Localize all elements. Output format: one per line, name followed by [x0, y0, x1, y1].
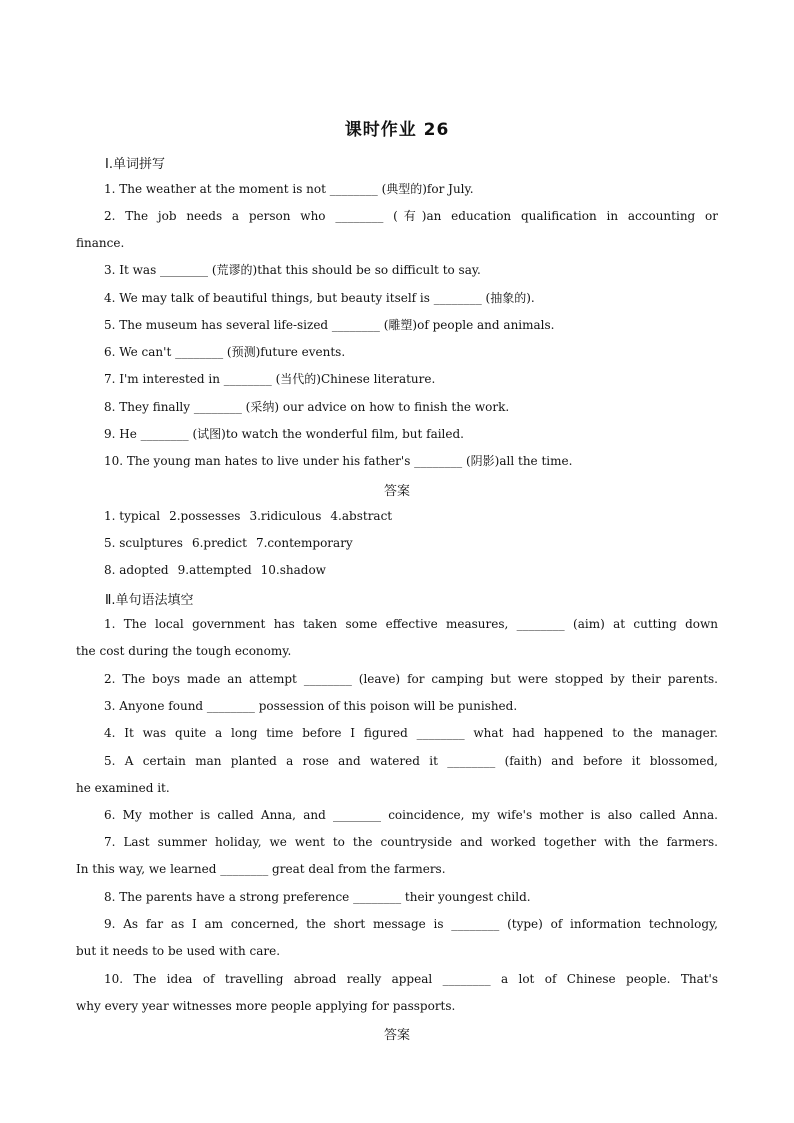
question-item [76, 366, 718, 393]
question-item [76, 666, 718, 693]
answer: 5. sculptures [104, 536, 183, 550]
question-text: 8. They finally ________ (采纳) our advice on how to finish the work. [104, 400, 510, 414]
question-text: 1. The local government has taken some effective measures, ________ (aim) at cutting down [104, 617, 718, 631]
question-item [76, 611, 718, 665]
question-text-continued: he examined it. [76, 781, 170, 796]
answer: 2.possesses [169, 509, 241, 523]
question-item [76, 911, 718, 965]
section2-heading: Ⅱ.单句语法填空 [105, 593, 194, 608]
question-text: 9. As far as I am concerned, the short message is ________ (type) of information technology, [104, 917, 718, 931]
question-text: 4. We may talk of beautiful things, but beauty itself is ________ (抽象的). [104, 291, 535, 305]
question-text: 6. We can't ________ (预测)future events. [104, 345, 346, 359]
question-text: 1. The weather at the moment is not ________ (典型的)for July. [104, 182, 474, 196]
question-text: 5. The museum has several life-sized ________ (雕塑)of people and animals. [104, 318, 555, 332]
question-item [76, 339, 718, 366]
question-text: 6. My mother is called Anna, and ________ coincidence, my wife's mother is also called Anna. [104, 808, 718, 822]
question-text-continued: In this way, we learned ________ great deal from the farmers. [76, 862, 446, 877]
question-text: 2. The boys made an attempt ________ (leave) for camping but were stopped by their parents. [104, 672, 718, 686]
answer: 6.predict [191, 536, 247, 550]
answer: 4.abstract [330, 509, 393, 523]
question-item [76, 394, 718, 421]
section1-heading: Ⅰ.单词拼写 [105, 157, 165, 172]
answer-heading: 答案 [383, 1028, 410, 1043]
question-text: 10. The idea of travelling abroad really appeal ________ a lot of Chinese people. That's [104, 972, 718, 986]
question-text-continued: the cost during the tough economy. [76, 644, 292, 659]
question-item [76, 802, 718, 829]
question-text-continued: finance. [76, 236, 125, 251]
question-item [76, 748, 718, 802]
answer-heading: 答案 [383, 484, 410, 499]
page-title: 课时作业 26 [344, 120, 450, 140]
question-text: 10. The young man hates to live under his father's ________ (阴影)all the time. [104, 454, 573, 468]
question-text-continued: but it needs to be used with care. [76, 944, 281, 959]
question-text: 4. It was quite a long time before I figured ________ what had happened to the manager. [104, 726, 718, 740]
question-item [76, 312, 718, 339]
question-item [76, 720, 718, 747]
answer-row [104, 503, 401, 530]
answer: 7.contemporary [255, 536, 353, 550]
question-item [76, 285, 718, 312]
answer-row [104, 557, 335, 584]
question-item [76, 203, 718, 257]
answer: 8. adopted [104, 563, 169, 577]
question-item [76, 966, 718, 1020]
answer: 9.attempted [177, 563, 252, 577]
question-text: 9. He ________ (试图)to watch the wonderful film, but failed. [104, 427, 464, 441]
question-item [76, 884, 718, 911]
question-item [76, 693, 718, 720]
question-item [76, 176, 718, 203]
question-text: 2. The job needs a person who ________ (有)an education qualification in accounting or [104, 209, 718, 223]
question-text: 3. Anyone found ________ possession of this poison will be punished. [104, 699, 518, 713]
question-item [76, 421, 718, 448]
question-text-continued: why every year witnesses more people applying for passports. [76, 999, 456, 1014]
question-item [76, 829, 718, 883]
question-text: 3. It was ________ (荒谬的)that this should be so difficult to say. [104, 263, 481, 277]
question-item [76, 448, 718, 475]
question-item [76, 257, 718, 284]
question-text: 8. The parents have a strong preference ________ their youngest child. [104, 890, 531, 904]
answer: 3.ridiculous [249, 509, 322, 523]
answer: 10.shadow [260, 563, 326, 577]
answer-row [104, 530, 362, 557]
question-text: 5. A certain man planted a rose and watered it ________ (faith) and before it blossomed, [104, 754, 718, 768]
question-text: 7. I'm interested in ________ (当代的)Chinese literature. [104, 372, 436, 386]
question-text: 7. Last summer holiday, we went to the countryside and worked together with the farmers. [104, 835, 718, 849]
answer: 1. typical [104, 509, 161, 523]
